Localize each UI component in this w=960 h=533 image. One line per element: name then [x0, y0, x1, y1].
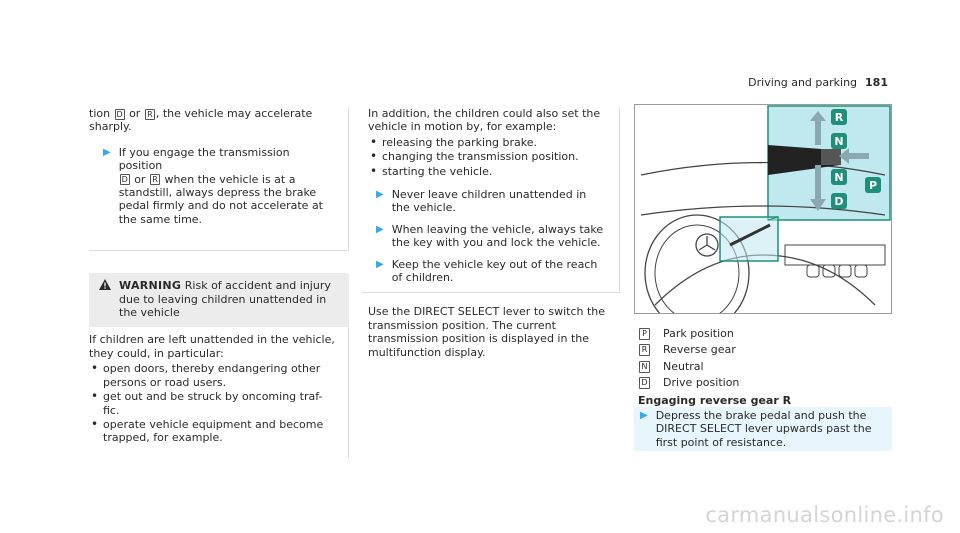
intro-after: , the vehicle may accelerate sharply. [89, 107, 313, 134]
step-take-key-text: When leaving the vehicle, always take the key with you and lock the vehicle. [391, 222, 604, 250]
warning-box [89, 273, 349, 327]
label-p: P [868, 179, 878, 192]
list-item: • changing the transmission position. [368, 150, 607, 163]
list-item: • open doors, thereby endangering other persons or road users. [89, 362, 336, 389]
legend-text: Park position [663, 327, 734, 340]
children-list [368, 136, 607, 178]
intro-before: tion [89, 107, 111, 120]
warning-body [89, 327, 349, 457]
symbol-n: N [639, 361, 650, 373]
symbol-d: D [639, 377, 650, 389]
legend-row-drive [638, 376, 892, 389]
step-engage-text [119, 146, 336, 226]
legend [634, 327, 892, 390]
label-n-lower: N [834, 171, 844, 184]
warning-intro: If children are left unattended in the vehicle, they could, in particular: [89, 333, 335, 360]
step-keep-key [368, 258, 607, 285]
warning-triangle-icon [99, 279, 111, 319]
legend-row-reverse [638, 343, 892, 356]
direct-select-illustration [634, 104, 892, 314]
watermark: carmanualsonline.info [705, 503, 944, 527]
list-item: • releasing the parking brake. [368, 136, 607, 149]
list-item: • operate vehicle equipment and become trapped, for example. [89, 418, 336, 445]
column-right [634, 104, 892, 451]
intro-or: or [129, 107, 141, 120]
step-engage-line1: If you engage the transmission position [118, 145, 290, 173]
step-take-key [368, 223, 607, 250]
column-left [89, 107, 349, 458]
step-never-leave [368, 188, 607, 215]
legend-text: Reverse gear [663, 343, 736, 357]
symbol-d: D [116, 109, 123, 119]
symbol-p: P [639, 328, 650, 340]
legend-text: Neutral [663, 359, 704, 373]
step-arrow-icon: ▶ [376, 189, 384, 201]
children-intro: In addition, the children could also set the vehicle in motion by, for example: [368, 107, 601, 134]
symbol-r: R [150, 174, 160, 185]
warning-heading: Risk of accident and injury due to leaving children unattended in the vehicle [119, 279, 331, 320]
intro-block [89, 107, 349, 251]
section-title: Driving and parking [748, 76, 858, 89]
warning-heading-text [119, 279, 339, 319]
step-arrow-icon: ▶ [376, 258, 384, 270]
warning-title: WARNING [119, 279, 182, 293]
warning-list [89, 362, 336, 444]
intro-text [89, 107, 336, 134]
legend-row-park [638, 327, 892, 340]
step-arrow-icon: ▶ [376, 223, 384, 235]
step-or: or [134, 172, 146, 186]
step-engage-reverse [634, 407, 892, 451]
label-n-upper: N [834, 135, 844, 148]
label-d: D [834, 195, 844, 208]
symbol-r: R [145, 109, 155, 120]
step-never-leave-text: Never leave children unattended in the vehicle. [391, 188, 587, 215]
step-engage [89, 146, 336, 226]
legend-text: Drive position [663, 376, 740, 390]
children-block [362, 107, 620, 293]
page-number: 181 [865, 76, 888, 89]
column-middle [362, 107, 620, 359]
direct-select-text: Use the DIRECT SELECT lever to switch the transmission position. The current transmission position is displayed in the multifunction display. [368, 305, 606, 359]
engaging-reverse-title: Engaging reverse gear R [638, 393, 792, 407]
step-arrow-icon: ▶ [640, 410, 648, 422]
step-arrow-icon: ▶ [103, 146, 111, 158]
list-item: • get out and be struck by oncoming traf-fic. [89, 390, 336, 417]
symbol-r: R [639, 344, 650, 356]
step-engage-line2: when the vehicle is at a standstill, always depress the brake pedal firmly and do not accelerate at the same time. [118, 172, 323, 226]
step-keep-key-text: Keep the vehicle key out of the reach of children. [391, 257, 598, 285]
page-header [748, 76, 888, 89]
symbol-d: D [121, 175, 128, 185]
legend-row-neutral [638, 360, 892, 373]
step-engage-reverse-text: Depress the brake pedal and push the DIRECT SELECT lever upwards past the first point of resistance. [655, 409, 872, 449]
list-item: • starting the vehicle. [368, 165, 607, 178]
label-r: R [834, 111, 844, 124]
